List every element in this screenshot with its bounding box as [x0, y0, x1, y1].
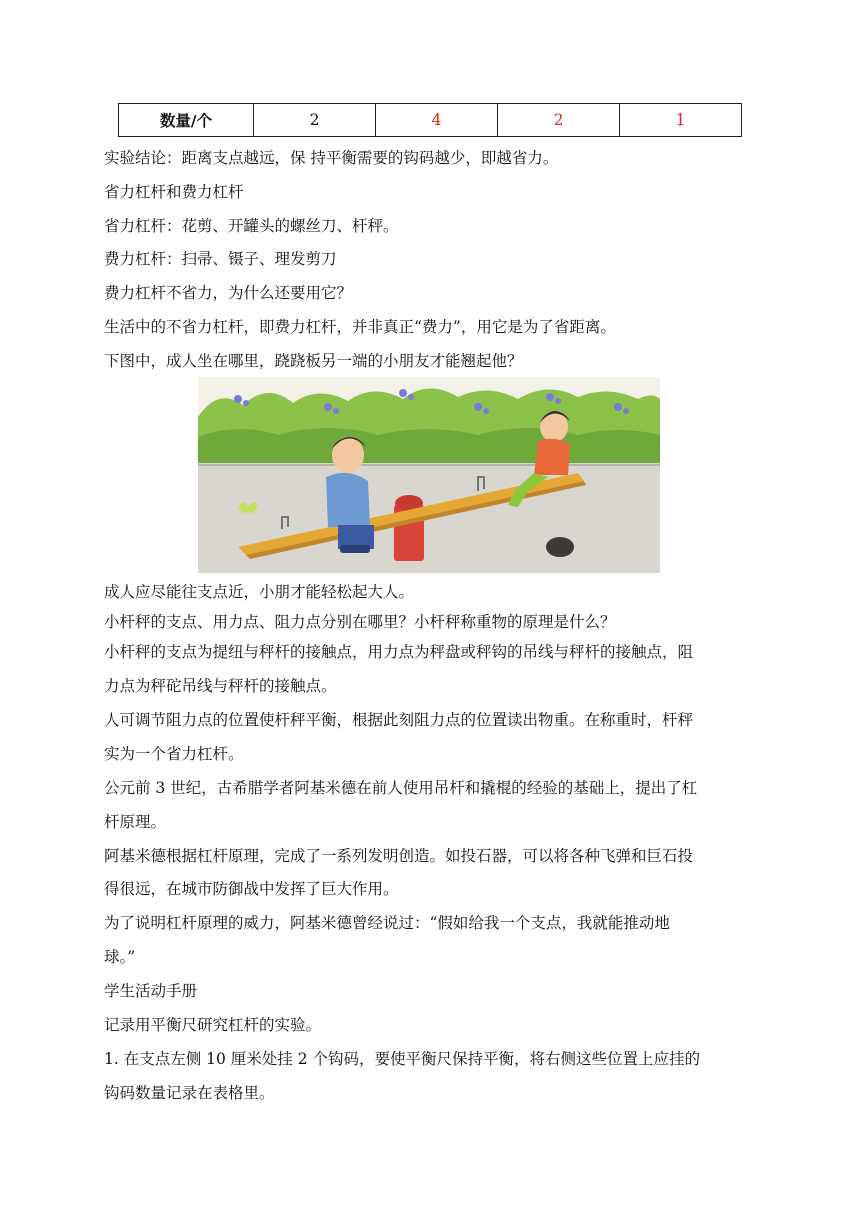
paragraph: 为了说明杠杆原理的威力，阿基米德曾经说过：“假如给我一个支点，我就能推动地	[104, 914, 670, 932]
paragraph: 阿基米德根据杠杆原理，完成了一系列发明创造。如投石器，可以将各种飞弹和巨石投	[104, 847, 694, 865]
paragraph: 杆原理。	[104, 813, 167, 831]
paragraph: 得很远，在城市防御战中发挥了巨大作用。	[104, 880, 399, 898]
paragraph: 费力杠杆：扫帚、镊子、理发剪刀	[104, 250, 337, 268]
table-cell: 2	[498, 104, 620, 137]
table-header-cell: 数量/个	[119, 104, 254, 137]
conclusion-paragraph: 实验结论：距离支点越远，保 持平衡需要的钩码越少，即越省力。	[104, 149, 559, 167]
paragraph: 下图中，成人坐在哪里，跷跷板另一端的小朋友才能翘起他？	[104, 352, 523, 370]
section-heading: 学生活动手册	[104, 982, 198, 1000]
paragraph: 记录用平衡尺研究杠杆的实验。	[104, 1016, 322, 1034]
paragraph: 成人应尽能往支点近，小朋才能轻松起大人。	[104, 583, 415, 601]
seesaw-illustration-svg	[198, 377, 660, 573]
paragraph: 钩码数量记录在表格里。	[104, 1084, 275, 1102]
hook-count-table	[118, 103, 742, 137]
table-cell: 1	[620, 104, 742, 137]
table-cell: 2	[254, 104, 376, 137]
paragraph: 费力杠杆不省力，为什么还要用它？	[104, 284, 353, 302]
paragraph: 公元前 3 世纪，古希腊学者阿基米德在前人使用吊杆和撬棍的经验的基础上，提出了杠	[104, 779, 698, 797]
table-row	[119, 104, 742, 137]
paragraph: 生活中的不省力杠杆，即费力杠杆，并非真正“费力”，用它是为了省距离。	[104, 318, 616, 336]
section-heading: 省力杠杆和费力杠杆	[104, 183, 244, 201]
paragraph: 省力杠杆：花剪、开罐头的螺丝刀、杆秤。	[104, 217, 399, 235]
paragraph: 力点为秤砣吊线与秤杆的接触点。	[104, 677, 337, 695]
paragraph: 小杆秤的支点、用力点、阻力点分别在哪里？小杆秤称重物的原理是什么？	[104, 613, 616, 631]
seesaw-illustration	[198, 377, 660, 573]
paragraph: 实为一个省力杠杆。	[104, 745, 244, 763]
paragraph: 球。”	[104, 948, 136, 966]
table-cell: 4	[376, 104, 498, 137]
paragraph: 1. 在支点左侧 10 厘米处挂 2 个钩码，要使平衡尺保持平衡，将右侧这些位置上应挂的	[104, 1050, 701, 1068]
paragraph: 小杆秤的支点为提纽与秤杆的接触点，用力点为秤盘或秤钩的吊线与秤杆的接触点，阻	[104, 643, 694, 661]
paragraph: 人可调节阻力点的位置使杆秤平衡，根据此刻阻力点的位置读出物重。在称重时，杆秤	[104, 711, 694, 729]
